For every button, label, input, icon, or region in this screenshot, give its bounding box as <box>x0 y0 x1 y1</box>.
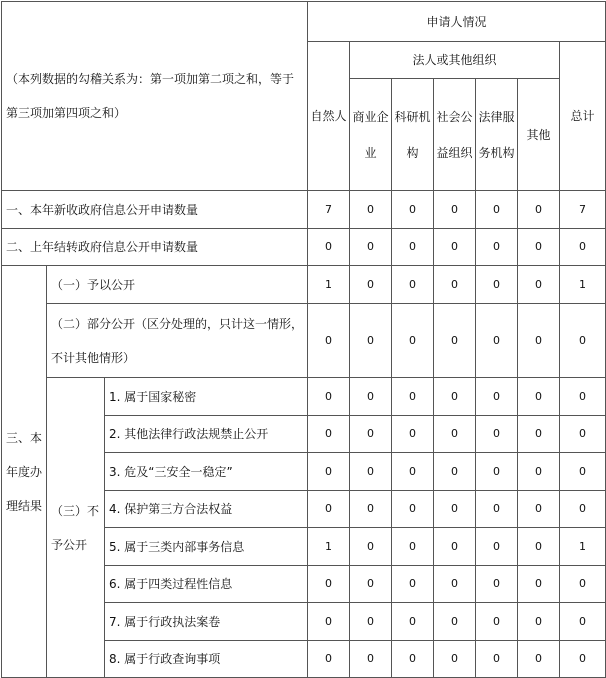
cell: 0 <box>476 566 518 603</box>
table-row <box>2 191 606 229</box>
cell: 0 <box>560 641 606 678</box>
cell: 0 <box>350 566 392 603</box>
cell: 0 <box>434 641 476 678</box>
row-label: 3. 危及“三安全一稳定” <box>105 453 308 491</box>
header-note: （本列数据的勾稽关系为：第一项加第二项之和，等于第三项加第四项之和） <box>2 2 308 191</box>
cell: 0 <box>518 266 560 304</box>
cell: 0 <box>476 453 518 491</box>
cell: 0 <box>392 453 434 491</box>
cell: 0 <box>392 229 434 266</box>
row-label: 8. 属于行政查询事项 <box>105 641 308 678</box>
cell: 1 <box>308 528 350 566</box>
cell: 0 <box>308 566 350 603</box>
cell: 0 <box>518 603 560 641</box>
cell: 0 <box>434 266 476 304</box>
cell: 0 <box>350 603 392 641</box>
cell: 0 <box>350 491 392 528</box>
cell: 0 <box>476 416 518 453</box>
cell: 0 <box>350 453 392 491</box>
cell: 0 <box>476 641 518 678</box>
cell: 0 <box>392 378 434 416</box>
cell: 0 <box>518 528 560 566</box>
cell: 0 <box>476 528 518 566</box>
cell: 0 <box>350 266 392 304</box>
cell: 0 <box>392 304 434 378</box>
header-total: 总计 <box>560 42 606 191</box>
cell: 0 <box>518 453 560 491</box>
cell: 0 <box>560 491 606 528</box>
cell: 0 <box>434 566 476 603</box>
cell: 0 <box>350 378 392 416</box>
cell: 0 <box>476 191 518 229</box>
result-group-label: 三、本年度办理结果 <box>2 266 47 678</box>
cell: 0 <box>518 229 560 266</box>
cell: 0 <box>392 641 434 678</box>
cell: 0 <box>518 641 560 678</box>
cell: 0 <box>350 229 392 266</box>
cell: 0 <box>434 416 476 453</box>
info-disclosure-table <box>1 1 606 678</box>
cell: 0 <box>560 416 606 453</box>
cell: 0 <box>392 603 434 641</box>
table-row <box>2 229 606 266</box>
cell: 0 <box>518 491 560 528</box>
cell: 0 <box>476 304 518 378</box>
cell: 1 <box>560 528 606 566</box>
row-label: 二、上年结转政府信息公开申请数量 <box>2 229 308 266</box>
cell: 0 <box>392 566 434 603</box>
cell: 0 <box>392 416 434 453</box>
cell: 0 <box>392 191 434 229</box>
cell: 0 <box>308 229 350 266</box>
cell: 0 <box>476 266 518 304</box>
cell: 0 <box>434 229 476 266</box>
cell: 0 <box>434 528 476 566</box>
cell: 0 <box>392 528 434 566</box>
cell: 0 <box>434 378 476 416</box>
cell: 0 <box>308 491 350 528</box>
cell: 0 <box>308 304 350 378</box>
cell: 0 <box>350 528 392 566</box>
cell: 1 <box>308 266 350 304</box>
cell: 0 <box>434 191 476 229</box>
cell: 0 <box>392 266 434 304</box>
cell: 0 <box>560 378 606 416</box>
header-other: 其他 <box>518 79 560 191</box>
cell: 0 <box>476 229 518 266</box>
cell: 0 <box>308 603 350 641</box>
cell: 0 <box>560 229 606 266</box>
not-disclose-group-label: （三）不予公开 <box>47 378 105 678</box>
header-research: 科研机构 <box>392 79 434 191</box>
row-label: 2. 其他法律行政法规禁止公开 <box>105 416 308 453</box>
cell: 0 <box>434 304 476 378</box>
row-label: 5. 属于三类内部事务信息 <box>105 528 308 566</box>
cell: 0 <box>350 191 392 229</box>
header-business: 商业企业 <box>350 79 392 191</box>
cell: 0 <box>350 304 392 378</box>
cell: 0 <box>308 453 350 491</box>
cell: 0 <box>560 304 606 378</box>
cell: 7 <box>560 191 606 229</box>
cell: 0 <box>392 491 434 528</box>
cell: 0 <box>434 603 476 641</box>
cell: 7 <box>308 191 350 229</box>
header-natural-person: 自然人 <box>308 42 350 191</box>
row-label: 6. 属于四类过程性信息 <box>105 566 308 603</box>
header-legal-service: 法律服务机构 <box>476 79 518 191</box>
row-label: 7. 属于行政执法案卷 <box>105 603 308 641</box>
cell: 0 <box>476 603 518 641</box>
cell: 0 <box>308 416 350 453</box>
cell: 0 <box>476 491 518 528</box>
cell: 0 <box>518 304 560 378</box>
cell: 0 <box>308 641 350 678</box>
cell: 0 <box>476 378 518 416</box>
table-row <box>2 266 606 304</box>
cell: 0 <box>308 378 350 416</box>
cell: 0 <box>518 566 560 603</box>
header-social: 社会公益组织 <box>434 79 476 191</box>
row-label: 4. 保护第三方合法权益 <box>105 491 308 528</box>
row-label: （二）部分公开（区分处理的，只计这一情形，不计其他情形） <box>47 304 308 378</box>
cell: 0 <box>560 566 606 603</box>
cell: 0 <box>434 491 476 528</box>
row-label: （一）予以公开 <box>47 266 308 304</box>
cell: 0 <box>518 416 560 453</box>
row-label: 1. 属于国家秘密 <box>105 378 308 416</box>
table-row <box>2 378 606 416</box>
header-legal-group: 法人或其他组织 <box>350 42 560 79</box>
cell: 0 <box>350 416 392 453</box>
cell: 0 <box>560 453 606 491</box>
cell: 0 <box>434 453 476 491</box>
cell: 0 <box>518 378 560 416</box>
cell: 0 <box>560 603 606 641</box>
cell: 0 <box>350 641 392 678</box>
cell: 0 <box>518 191 560 229</box>
row-label: 一、本年新收政府信息公开申请数量 <box>2 191 308 229</box>
header-applicant-group: 申请人情况 <box>308 2 606 42</box>
table-row <box>2 304 606 378</box>
cell: 1 <box>560 266 606 304</box>
